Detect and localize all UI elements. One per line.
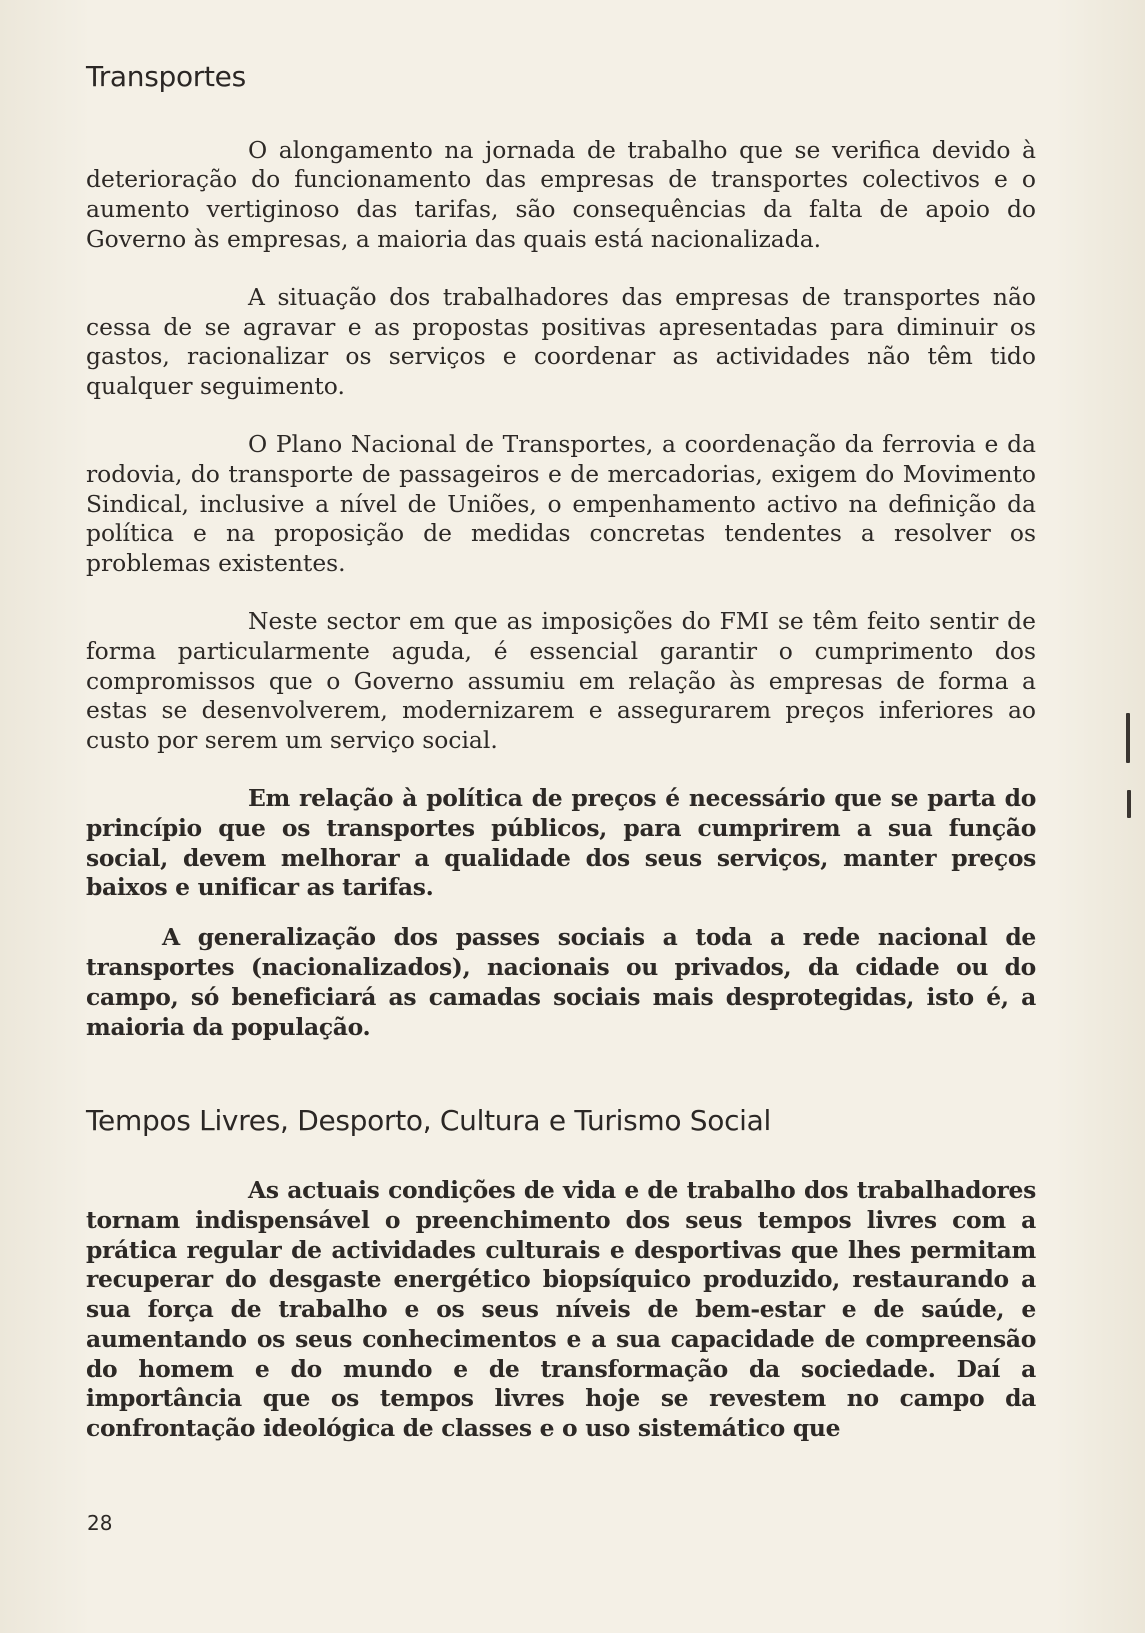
page-number: 28	[87, 1511, 113, 1535]
page-content	[86, 60, 1036, 1444]
paragraph-transportes-3: O Plano Nacional de Transportes, a coordenação da ferrovia e da rodovia, do transporte de passageiros e de mercadorias, exigem do Movimento Sindical, inclusive a nível de Uniões, o empenhamento activo na definição da política e na proposição de medidas concretas tendentes a resolver os problemas existentes.	[86, 429, 1036, 578]
paragraph-transportes-2: A situação dos trabalhadores das empresas de transportes não cessa de se agravar e as propostas positivas apresentadas para diminuir os gastos, racionalizar os serviços e coordenar as actividades não têm tido qualquer seguimento.	[86, 282, 1036, 401]
bold-paragraph-passes-sociais: A generalização dos passes sociais a toda a rede nacional de transportes (nacionalizados), nacionais ou privados, da cidade ou do campo, só beneficiará as camadas sociais mais desprotegidas, isto é, a maioria da população.	[86, 923, 1036, 1041]
paragraph-transportes-1: O alongamento na jornada de trabalho que se verifica devido à deterioração do funcionamento das empresas de transportes colectivos e o aumento vertiginoso das tarifas, são consequências da falta de apoio do Governo às empresas, a maioria das quais está nacionalizada.	[86, 135, 1036, 253]
margin-mark	[1126, 713, 1130, 763]
paragraph-transportes-4: Neste sector em que as imposições do FMI se têm feito sentir de forma particularmente aguda, é essencial garantir o cumprimento dos compromissos que o Governo assumiu em relação às empresas de forma a estas se desenvolverem, modernizarem e assegurarem preços inferiores ao custo por serem um serviço social.	[86, 606, 1036, 755]
section-heading-tempos-livres: Tempos Livres, Desporto, Cultura e Turismo Social	[86, 1104, 771, 1138]
bold-paragraph-tempos-livres: As actuais condições de vida e de trabalho dos trabalhadores tornam indispensável o preenchimento dos seus tempos livres com a prática regular de actividades culturais e desportivas que lhes permitam recuperar do desgaste energético biopsíquico produzido, restaurando a sua força de trabalho e os seus níveis de bem-estar e de saúde, e aumentando os seus conhecimentos e a sua capacidade de compreensão do homem e do mundo e de transformação da sociedade. Daí a importância que os tempos livres hoje se revestem no campo da confrontação ideológica de classes e o uso sistemático que	[86, 1175, 1036, 1443]
bold-paragraph-precos: Em relação à política de preços é necessário que se parta do princípio que os transportes públicos, para cumprirem a sua função social, devem melhorar a qualidade dos seus serviços, manter preços baixos e unificar as tarifas.	[86, 783, 1036, 902]
section-heading-transportes: Transportes	[86, 60, 246, 93]
margin-mark	[1127, 790, 1131, 818]
